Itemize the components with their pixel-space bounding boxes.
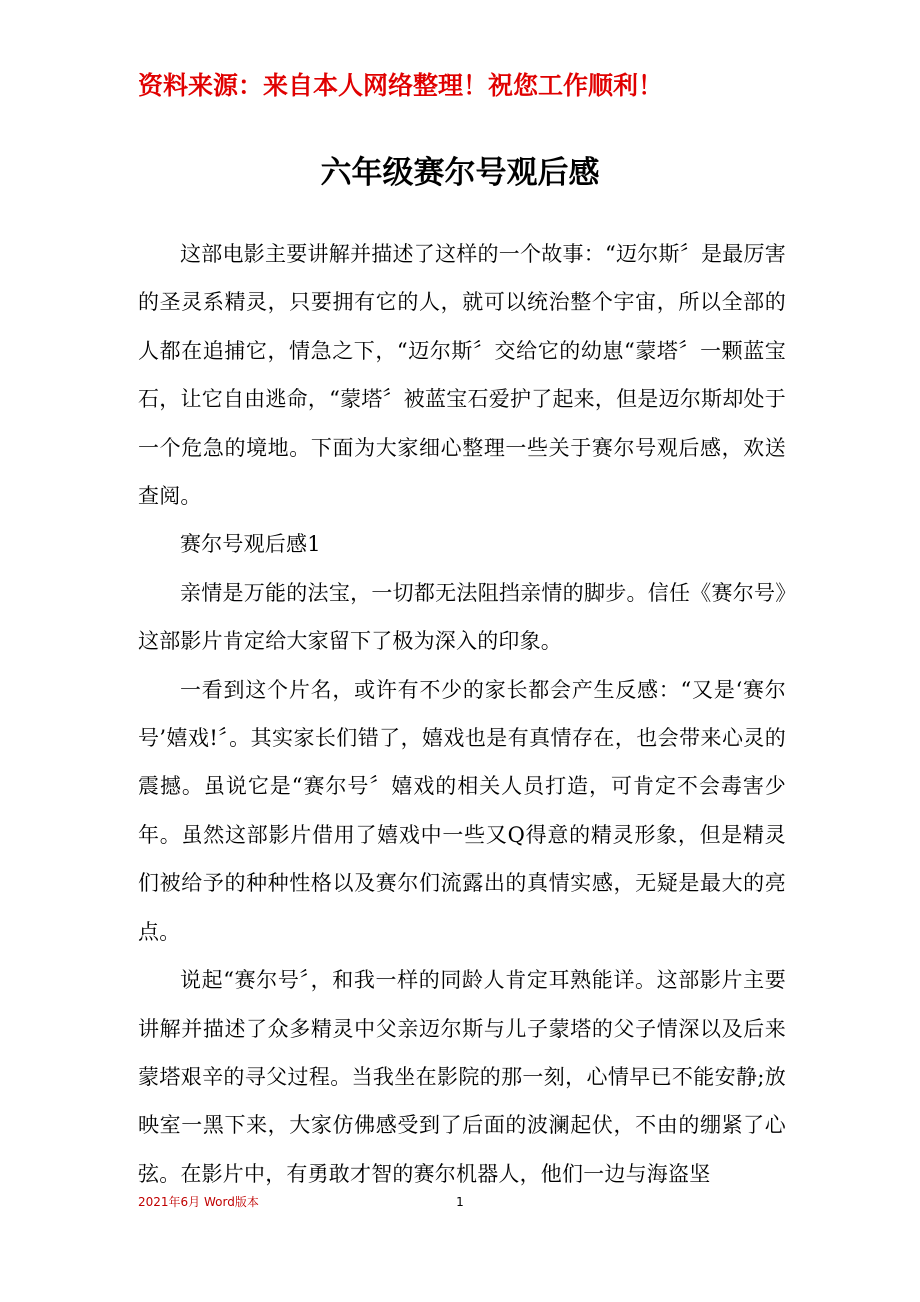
section-heading: 赛尔号观后感1 <box>180 532 321 557</box>
document-body <box>138 230 786 1198</box>
paragraph: 一看到这个片名，或许有不少的家长都会产生反感：“又是‘赛尔号’嬉戏!〞。其实家长们错了，嬉戏也是有真情存在，也会带来心灵的震撼。虽说它是“赛尔号〞嬉戏的相关人员打造，可肯定不会毒害少年。虽然这部影片借用了嬉戏中一些又Q得意的精灵形象，但是精灵们被给予的种种性格以及赛尔们流露出的真情实感，无疑是最大的亮点。 <box>138 677 786 944</box>
source-note: 资料来源：来自本人网络整理！祝您工作顺利！ <box>138 71 664 100</box>
footer-date-version: 2021年6月 Word版本 <box>138 1195 259 1209</box>
document-title: 六年级赛尔号观后感 <box>320 155 600 191</box>
page-number: 1 <box>456 1195 464 1209</box>
page-footer <box>0 1192 920 1212</box>
paragraph: 说起“赛尔号〞，和我一样的同龄人肯定耳熟能详。这部影片主要讲解并描述了众多精灵中父亲迈尔斯与儿子蒙塔的父子情深以及后来蒙塔艰辛的寻父过程。当我坐在影院的那一刻，心情早已不能安静;放映室一黑下来，大家仿佛感受到了后面的波澜起伏，不由的绷紧了心弦。在影片中，有勇敢才智的赛尔机器人，他们一边与海盗坚 <box>138 968 786 1186</box>
paragraph: 亲情是万能的法宝，一切都无法阻挡亲情的脚步。信任《赛尔号》这部影片肯定给大家留下了极为深入的印象。 <box>138 580 786 654</box>
paragraph-intro: 这部电影主要讲解并描述了这样的一个故事：“迈尔斯〞是最厉害的圣灵系精灵，只要拥有它的人，就可以统治整个宇宙，所以全部的人都在追捕它，情急之下，“迈尔斯〞交给它的幼崽“蒙塔〞一颗蓝宝石，让它自由逃命，“蒙塔〞被蓝宝石爱护了起来，但是迈尔斯却处于一个危急的境地。下面为大家细心整理一些关于赛尔号观后感，欢送查阅。 <box>138 242 786 509</box>
